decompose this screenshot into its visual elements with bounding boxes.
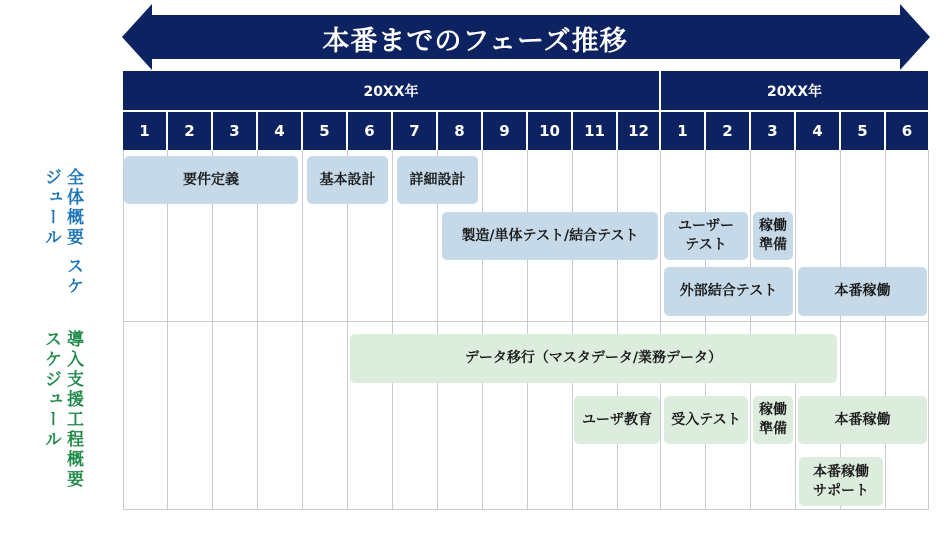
grid-line (750, 150, 751, 510)
grid-bottom-line (123, 509, 929, 510)
task-user-training: ユーザ教育 (574, 396, 660, 444)
grid-line (840, 150, 841, 510)
month-header-17: 5 (841, 112, 884, 150)
month-header-12: 12 (618, 112, 659, 150)
task-basic-design: 基本設計 (307, 156, 388, 204)
support-section-label: 導入支援工程概要 スケジュール (41, 330, 83, 490)
grid-line (167, 150, 168, 510)
month-header-15: 3 (751, 112, 794, 150)
grid-line (482, 150, 483, 510)
month-header-9: 9 (483, 112, 526, 150)
month-header-5: 5 (303, 112, 346, 150)
task-support-production-go-live: 本番稼働 (798, 396, 927, 444)
grid-line (885, 150, 886, 510)
month-header-1: 1 (123, 112, 166, 150)
task-external-integration-test: 外部結合テスト (664, 267, 793, 316)
grid-line (572, 150, 573, 510)
grid-line (705, 150, 706, 510)
month-header-3: 3 (213, 112, 256, 150)
task-detailed-design: 詳細設計 (397, 156, 478, 204)
grid-line (302, 150, 303, 510)
grid-line (617, 150, 618, 510)
year-header-1: 20XX年 (123, 71, 659, 110)
task-go-live-prep: 稼働 準備 (753, 212, 793, 260)
section-divider (123, 321, 929, 322)
month-header-10: 10 (528, 112, 571, 150)
month-header-14: 2 (706, 112, 749, 150)
grid-line (212, 150, 213, 510)
grid-line (392, 150, 393, 510)
month-header-8: 8 (438, 112, 481, 150)
grid-line (347, 150, 348, 510)
task-acceptance-test: 受入テスト (664, 396, 748, 444)
page-title: 本番までのフェーズ推移 (322, 25, 628, 57)
task-build-unit-integration-test: 製造/単体テスト/結合テスト (442, 212, 658, 260)
grid-line (257, 150, 258, 510)
month-header-4: 4 (258, 112, 301, 150)
overview-section-label: 全体概要 スケジュール (41, 168, 83, 297)
task-data-migration: データ移行（マスタデータ/業務データ） (350, 334, 837, 383)
task-production-go-live: 本番稼働 (798, 267, 927, 316)
month-header-13: 1 (661, 112, 704, 150)
task-support-go-live-prep: 稼働 準備 (753, 396, 793, 444)
grid-line (437, 150, 438, 510)
month-header-18: 6 (886, 112, 928, 150)
month-header-2: 2 (168, 112, 211, 150)
month-header-7: 7 (393, 112, 436, 150)
month-header-16: 4 (796, 112, 839, 150)
task-production-support: 本番稼働 サポート (799, 457, 883, 506)
month-header-6: 6 (348, 112, 391, 150)
task-requirements-definition: 要件定義 (124, 156, 298, 204)
month-header-11: 11 (573, 112, 616, 150)
grid-line (123, 150, 124, 510)
grid-line (795, 150, 796, 510)
grid-line (928, 150, 929, 510)
grid-line (527, 150, 528, 510)
task-user-test: ユーザー テスト (664, 212, 748, 260)
grid-line (660, 150, 661, 510)
year-header-2: 20XX年 (661, 71, 928, 110)
